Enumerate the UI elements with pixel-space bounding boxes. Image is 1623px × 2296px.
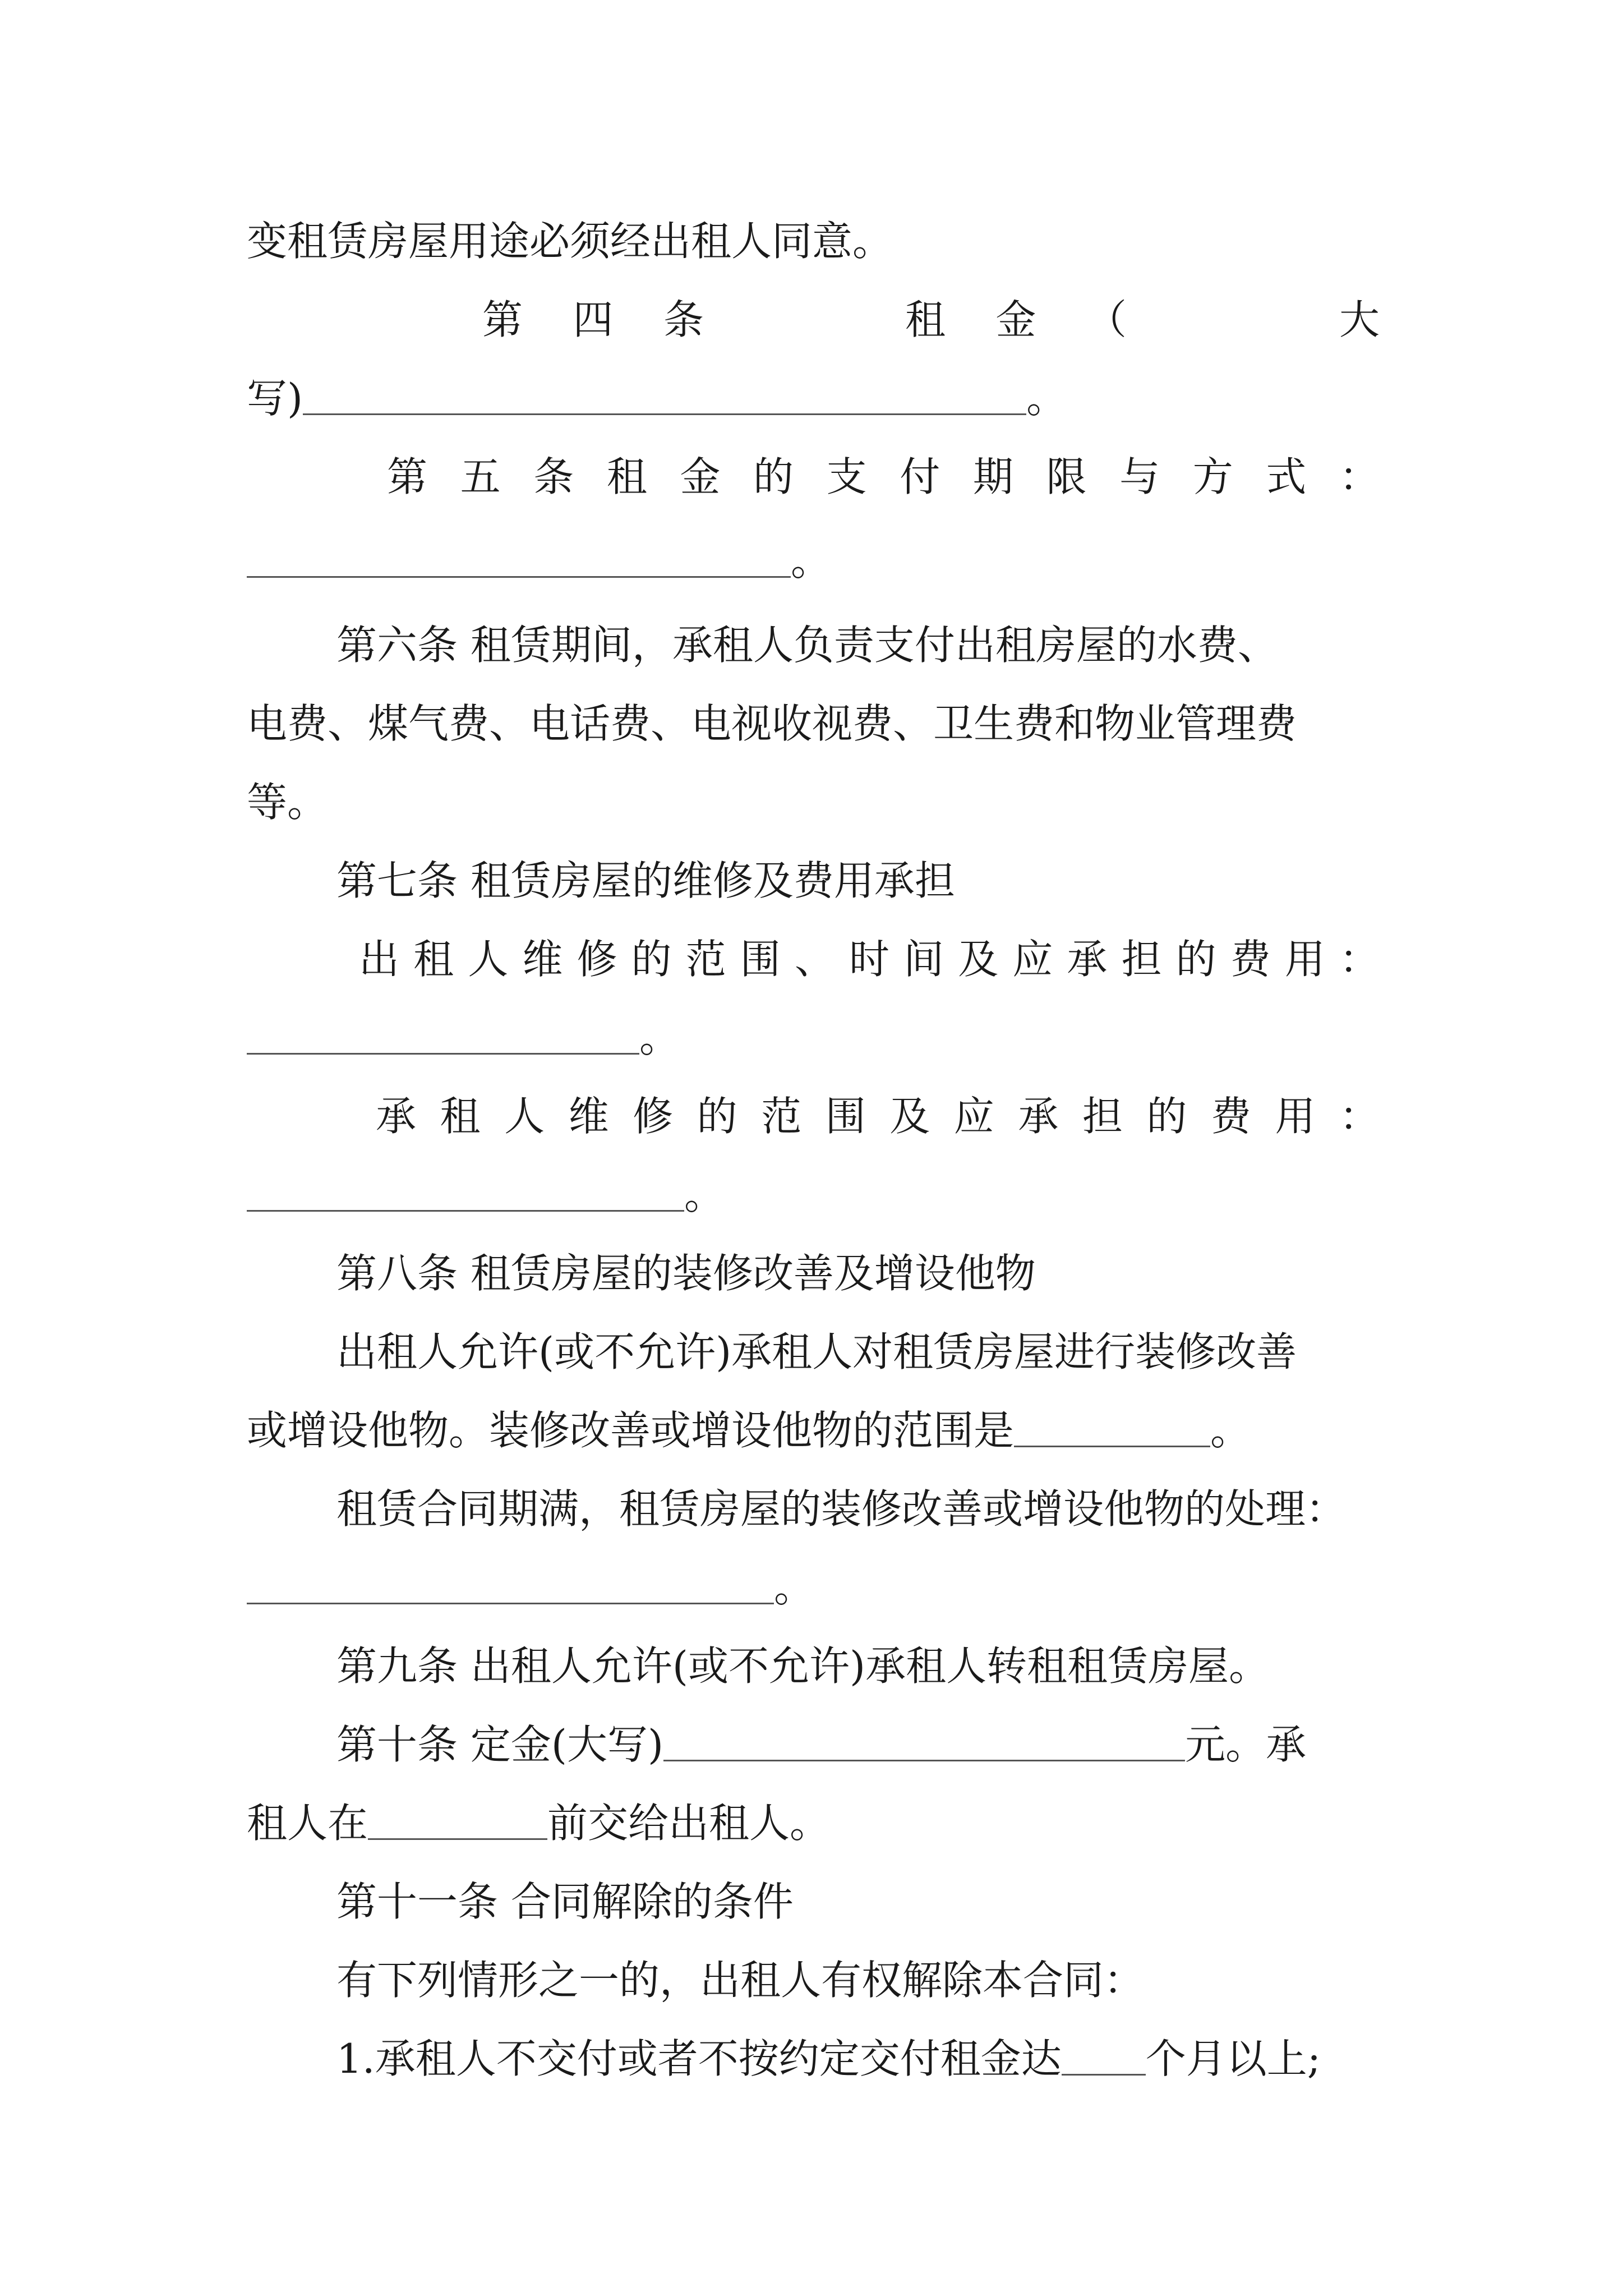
char: 及 [889, 1093, 930, 1140]
landlord-repair-blank[interactable] [247, 1010, 639, 1055]
char: 范 [761, 1093, 802, 1140]
char: 的 [631, 936, 672, 983]
char: 用 [1284, 936, 1325, 983]
text-line: 变租赁房屋用途必须经出租人同意。 [247, 218, 893, 265]
text-line [336, 1717, 1380, 1773]
deposit-amount-blank[interactable] [663, 1717, 1185, 1761]
char: 限 [1046, 453, 1087, 500]
text-line [247, 1167, 1380, 1223]
text-line [247, 1010, 1380, 1066]
deposit-date-blank[interactable] [368, 1795, 547, 1840]
text-line: 租赁合同期满，租赁房屋的装修改善或增设他物的处理： [336, 1485, 1347, 1533]
char: 维 [522, 936, 563, 983]
char: 租 [440, 1093, 481, 1140]
article-5-heading [387, 449, 1380, 505]
text: 1.承租人不交付或者不按约定交付租金达 [336, 2035, 1062, 2082]
char: 人 [468, 936, 509, 983]
char: 期 [972, 453, 1013, 500]
text: 第十条 定金(大写) [336, 1721, 664, 1768]
expiry-handling-blank[interactable] [247, 1559, 774, 1604]
char: 维 [568, 1093, 609, 1140]
char: 应 [953, 1093, 994, 1140]
char: 担 [1121, 936, 1162, 983]
char: 承 [376, 1093, 417, 1140]
text-line: 等。 [247, 779, 328, 826]
text: 。 [1026, 375, 1067, 422]
char: 承 [1018, 1093, 1059, 1140]
rent-amount-blank[interactable] [303, 370, 1026, 415]
char: 应 [1012, 936, 1053, 983]
char: 租 [905, 296, 946, 343]
char: 围 [740, 936, 781, 983]
char: 支 [826, 453, 867, 500]
char: 承 [1067, 936, 1108, 983]
text-line [336, 2031, 1380, 2087]
char: 费 [1230, 936, 1271, 983]
char: 第 [482, 296, 523, 343]
char: 五 [460, 453, 501, 500]
char: 的 [697, 1093, 737, 1140]
char: 四 [573, 296, 614, 343]
char: 式 [1266, 453, 1307, 500]
text: 。 [791, 537, 832, 585]
text-line [247, 1559, 1380, 1616]
char: 的 [1146, 1093, 1187, 1140]
char: 金 [995, 296, 1036, 343]
char: 出 [359, 936, 400, 983]
char: 人 [504, 1093, 545, 1140]
char: 大 [1339, 296, 1380, 343]
text-line: 电费、煤气费、电话费、电视收视费、卫生费和物业管理费 [247, 700, 1297, 747]
char: 的 [753, 453, 794, 500]
tenant-repair-line [376, 1088, 1380, 1144]
char: 第 [387, 453, 428, 500]
text: 。 [1210, 1407, 1251, 1454]
improvement-scope-blank[interactable] [1014, 1402, 1210, 1447]
char: 金 [680, 453, 721, 500]
char: ： [1339, 1093, 1380, 1140]
tenant-repair-blank[interactable] [247, 1167, 684, 1212]
char: 付 [900, 453, 940, 500]
char: 与 [1119, 453, 1160, 500]
char: 费 [1210, 1093, 1251, 1140]
char: （ [1086, 296, 1127, 343]
text: 个月以上; [1145, 2035, 1321, 2082]
char: 担 [1082, 1093, 1123, 1140]
char: 间 [903, 936, 944, 983]
char: ： [1339, 453, 1380, 500]
char: 的 [1175, 936, 1216, 983]
char: 条 [533, 453, 574, 500]
text-line: 第八条 租赁房屋的装修改善及增设他物 [336, 1250, 1036, 1297]
article-4-heading [482, 292, 1380, 348]
char: 租 [606, 453, 647, 500]
text-line [247, 1795, 1380, 1851]
months-blank[interactable] [1062, 2031, 1146, 2076]
char: 范 [685, 936, 726, 983]
text-line: 出租人允许(或不允许)承租人对租赁房屋进行装修改善 [336, 1328, 1297, 1375]
text-line: 第九条 出租人允许(或不允许)承租人转租租赁房屋。 [336, 1642, 1270, 1690]
char: 条 [663, 296, 704, 343]
char: 用 [1275, 1093, 1316, 1140]
text-line: 第七条 租赁房屋的维修及费用承担 [336, 857, 955, 904]
text: 前交给出租人。 [547, 1800, 831, 1847]
char: 修 [633, 1093, 674, 1140]
text: 。 [684, 1171, 725, 1218]
char: 修 [577, 936, 617, 983]
text-line: 第十一条 合同解除的条件 [336, 1878, 794, 1925]
char: 围 [825, 1093, 866, 1140]
char: 时 [849, 936, 889, 983]
text: 。 [774, 1564, 815, 1611]
text: 或增设他物。装修改善或增设他物的范围是 [247, 1407, 1015, 1454]
text: 。 [639, 1014, 680, 1061]
landlord-repair-line [359, 931, 1380, 987]
text: 元。承 [1185, 1721, 1307, 1768]
text-line [247, 1402, 1380, 1458]
char: 租 [413, 936, 454, 983]
text-line: 有下列情形之一的，出租人有权解除本合同： [336, 1957, 1145, 2004]
char: 、 [794, 936, 835, 983]
text-line: 第六条 租赁期间，承租人负责支付出租房屋的水费、 [336, 622, 1278, 669]
text-line [247, 370, 1380, 426]
char: 及 [958, 936, 999, 983]
char: 方 [1192, 453, 1233, 500]
text-line [247, 533, 1380, 589]
text: 写) [247, 375, 303, 422]
payment-terms-blank[interactable] [247, 533, 791, 578]
char: ： [1339, 936, 1380, 983]
text: 租人在 [247, 1800, 368, 1847]
